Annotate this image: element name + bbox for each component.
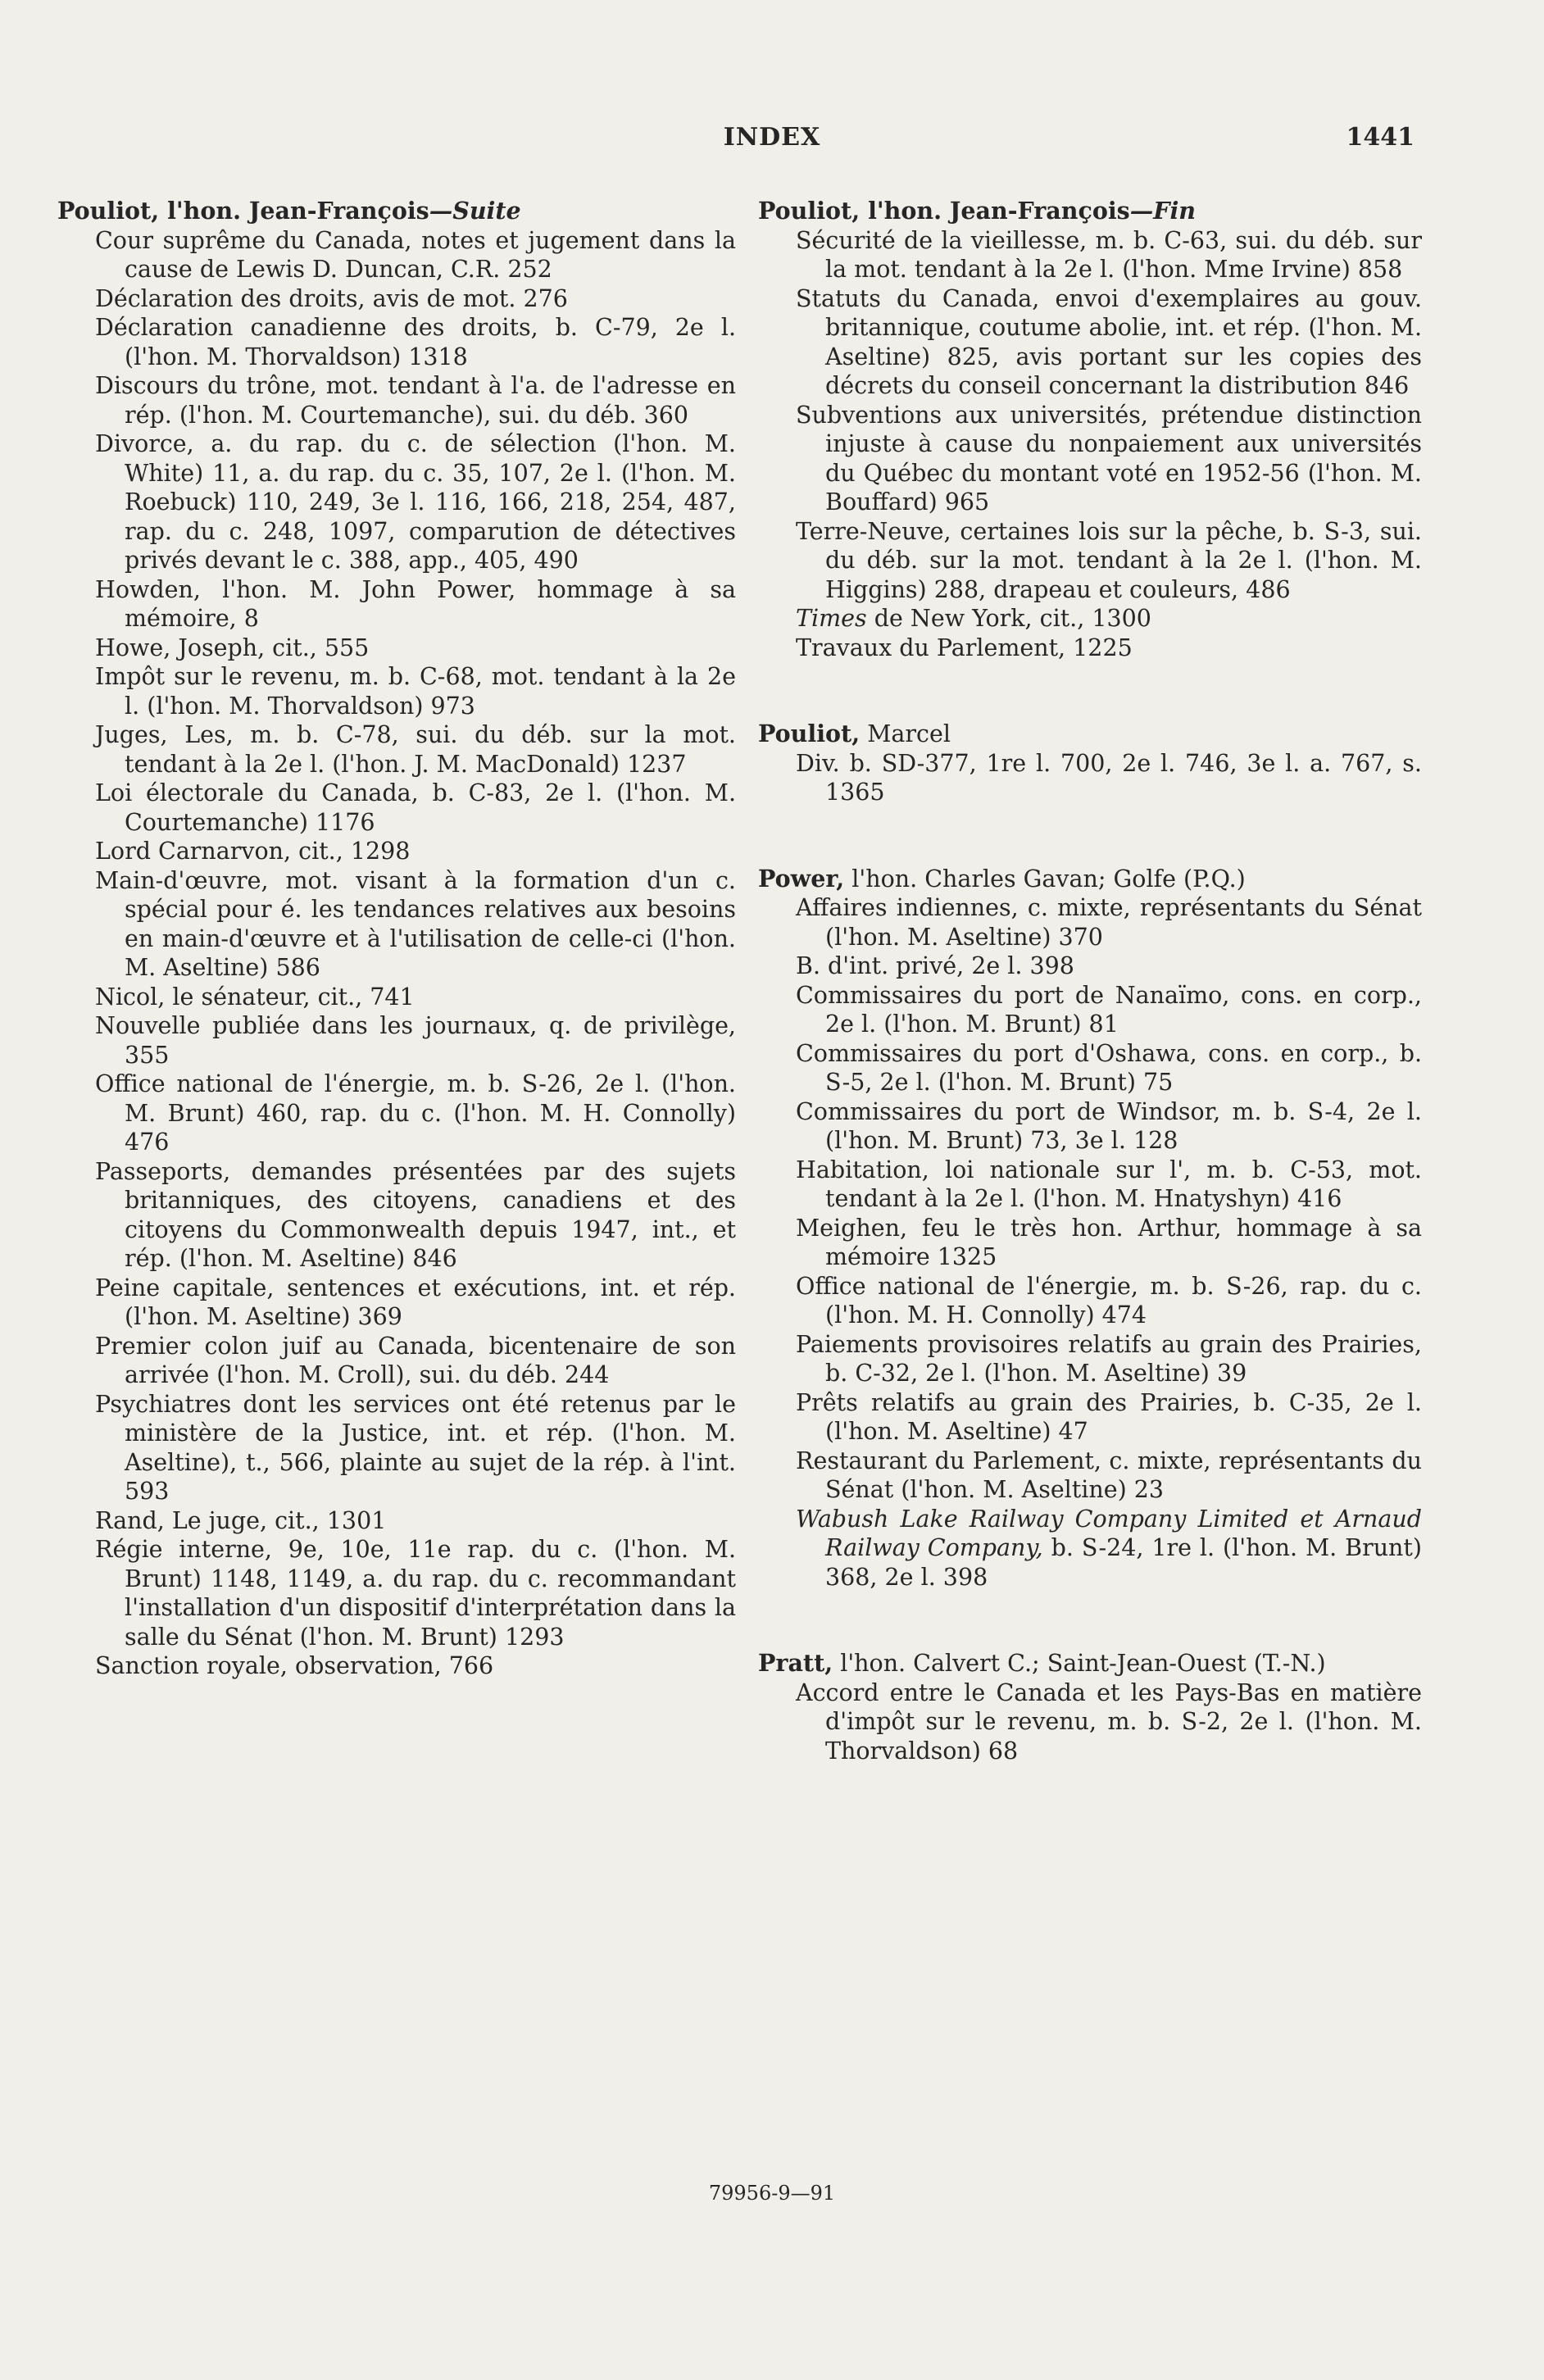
heading-rest: l'hon. Jean-François: [159, 197, 429, 225]
index-entry: Paiements provisoires relatifs au grain des Prairies, b. C-32, 2e l. (l'hon. M. Aseltine) 39: [796, 1330, 1422, 1387]
index-entry: Passeports, demandes présentées par des sujets britanniques, des citoyens, canadiens et des citoyens du Commonwealth depuis 1947, int., et rép. (l'hon. M. Aseltine) 846: [95, 1157, 736, 1272]
footer-code: 79956-9—91: [708, 2182, 836, 2205]
index-entry: Sanction royale, observation, 766: [95, 1652, 494, 1679]
heading-name: Pouliot,: [57, 197, 160, 225]
index-entry: Terre-Neuve, certaines lois sur la pêche, b. S-3, sui. du déb. sur la mot. tendant à la 2e l. (l'hon. M. Higgins) 288, drapeau et couleurs, 486: [796, 517, 1422, 603]
index-entry: Habitation, loi nationale sur l', m. b. C-53, mot. tendant à la 2e l. (l'hon. M. Hnatyshyn) 416: [796, 1156, 1422, 1212]
heading-suffix: —Suite: [429, 197, 521, 225]
heading-name: Pouliot,: [758, 720, 861, 747]
index-entry: Nicol, le sénateur, cit., 741: [95, 983, 415, 1011]
index-entry: Meighen, feu le très hon. Arthur, hommage à sa mémoire 1325: [796, 1214, 1422, 1270]
index-entry: Lord Carnarvon, cit., 1298: [95, 838, 411, 865]
index-entry: Discours du trône, mot. tendant à l'a. de l'adresse en rép. (l'hon. M. Courtemanche), sui. du déb. 360: [95, 372, 736, 429]
index-entry: Psychiatres dont les services ont été retenus par le ministère de la Justice, int. et rép. (l'hon. M. Aseltine), t., 566, plainte au sujet de la rép. à l'int. 593: [95, 1390, 736, 1505]
heading-name: Pouliot,: [758, 197, 861, 225]
index-entry: Travaux du Parlement, 1225: [796, 634, 1133, 661]
index-entry: Régie interne, 9e, 10e, 11e rap. du c. (l'hon. M. Brunt) 1148, 1149, a. du rap. du c. recommandant l'installation d'un dispositif d'interprétation dans la salle du Sénat (l'hon. M. Brunt) 1293: [95, 1536, 736, 1651]
index-entry: Main-d'œuvre, mot. visant à la formation d'un c. spécial pour é. les tendances relatives aux besoins en main-d'œuvre et à l'utilisation de celle-ci (l'hon. M. Aseltine) 586: [95, 866, 736, 981]
index-entry: Déclaration des droits, avis de mot. 276: [95, 284, 568, 312]
index-entry: Impôt sur le revenu, m. b. C-68, mot. tendant à la 2e l. (l'hon. M. Thorvaldson) 973: [95, 663, 736, 720]
index-entry: Restaurant du Parlement, c. mixte, représentants du Sénat (l'hon. M. Aseltine) 23: [796, 1447, 1422, 1503]
index-entry: Div. b. SD-377, 1re l. 700, 2e l. 746, 3e l. a. 767, s. 1365: [796, 749, 1422, 806]
index-entry: Wabush Lake Railway Company Limited et Arnaud Railway Company, b. S-24, 1re l. (l'hon. M. Brunt) 368, 2e l. 398: [796, 1505, 1422, 1591]
index-entry: Commissaires du port de Nanaïmo, cons. en corp., 2e l. (l'hon. M. Brunt) 81: [796, 981, 1422, 1038]
index-heading: [758, 197, 1422, 226]
index-entry: Peine capitale, sentences et exécutions, int. et rép. (l'hon. M. Aseltine) 369: [95, 1274, 736, 1330]
index-entry: Commissaires du port de Windsor, m. b. S-4, 2e l. (l'hon. M. Brunt) 73, 3e l. 128: [796, 1097, 1422, 1154]
left-column: [57, 197, 736, 1681]
index-entry: Prêts relatifs au grain des Prairies, b. C-35, 2e l. (l'hon. M. Aseltine) 47: [796, 1388, 1422, 1445]
index-entry: Premier colon juif au Canada, bicentenaire de son arrivée (l'hon. M. Croll), sui. du déb. 244: [95, 1332, 736, 1388]
index-entry: Times de New York, cit., 1300: [796, 605, 1151, 632]
index-entry: Divorce, a. du rap. du c. de sélection (l'hon. M. White) 11, a. du rap. du c. 35, 107, 2e l. (l'hon. M. Roebuck) 110, 249, 3e l. 116, 166, 218, 254, 487, rap. du c. 248, 1097, comparution de détectives privés devant le c. 388, app., 405, 490: [95, 430, 736, 574]
index-entry: Sécurité de la vieillesse, m. b. C-63, sui. du déb. sur la mot. tendant à la 2e l. (l'hon. Mme Irvine) 858: [796, 226, 1422, 283]
index-entry: Affaires indiennes, c. mixte, représentants du Sénat (l'hon. M. Aseltine) 370: [796, 894, 1422, 951]
index-entry: Howe, Joseph, cit., 555: [95, 634, 370, 661]
index-entry: Howden, l'hon. M. John Power, hommage à sa mémoire, 8: [95, 575, 736, 632]
index-entry: Office national de l'énergie, m. b. S-26, 2e l. (l'hon. M. Brunt) 460, rap. du c. (l'hon. M. H. Connolly) 476: [95, 1070, 736, 1156]
index-entry: B. d'int. privé, 2e l. 398: [796, 952, 1074, 979]
index-entry: Office national de l'énergie, m. b. S-26, rap. du c. (l'hon. M. H. Connolly) 474: [796, 1272, 1422, 1329]
index-heading: [57, 197, 736, 226]
heading-rest: l'hon. Charles Gavan; Golfe (P.Q.): [844, 865, 1246, 892]
index-entry: Déclaration canadienne des droits, b. C-79, 2e l. (l'hon. M. Thorvaldson) 1318: [95, 314, 736, 370]
page-number: 1441: [1346, 123, 1415, 152]
index-entry: Rand, Le juge, cit., 1301: [95, 1506, 387, 1534]
index-entry: Accord entre le Canada et les Pays-Bas en matière d'impôt sur le revenu, m. b. S-2, 2e l. (l'hon. M. Thorvaldson) 68: [796, 1678, 1422, 1765]
heading-rest: Marcel: [860, 720, 951, 747]
index-entry: Subventions aux universités, prétendue distinction injuste à cause du nonpaiement aux universités du Québec du montant voté en 1952-56 (l'hon. M. Bouffard) 965: [796, 401, 1422, 516]
index-entry: Loi électorale du Canada, b. C-83, 2e l. (l'hon. M. Courtemanche) 1176: [95, 779, 736, 836]
heading-suffix: —Fin: [1129, 197, 1197, 225]
index-entry: Statuts du Canada, envoi d'exemplaires au gouv. britannique, coutume abolie, int. et rép. (l'hon. M. Aseltine) 825, avis portant sur les copies des décrets du conseil concernant la distribution 846: [796, 284, 1422, 399]
italic-title: Wabush Lake Railway Company Limited et Arnaud Railway Company,: [796, 1505, 1422, 1561]
index-heading: [758, 1649, 1422, 1678]
page-title: INDEX: [723, 123, 821, 152]
index-entry: Juges, Les, m. b. C-78, sui. du déb. sur la mot. tendant à la 2e l. (l'hon. J. M. MacDonald) 1237: [95, 721, 736, 778]
index-entry: Nouvelle publiée dans les journaux, q. de privilège, 355: [95, 1012, 736, 1069]
heading-name: Pratt,: [758, 1649, 833, 1677]
heading-rest: l'hon. Calvert C.; Saint-Jean-Ouest (T.-N.): [833, 1650, 1326, 1677]
index-entry: Commissaires du port d'Oshawa, cons. en corp., b. S-5, 2e l. (l'hon. M. Brunt) 75: [796, 1039, 1422, 1096]
heading-name: Power,: [758, 864, 845, 892]
index-entry: Cour suprême du Canada, notes et jugement dans la cause de Lewis D. Duncan, C.R. 252: [95, 226, 736, 283]
right-column: [758, 197, 1422, 1765]
italic-title: Times: [796, 605, 867, 632]
heading-rest: l'hon. Jean-François: [860, 197, 1130, 225]
index-heading: [758, 720, 1422, 749]
index-heading: [758, 865, 1422, 894]
page-header: [0, 123, 1544, 172]
